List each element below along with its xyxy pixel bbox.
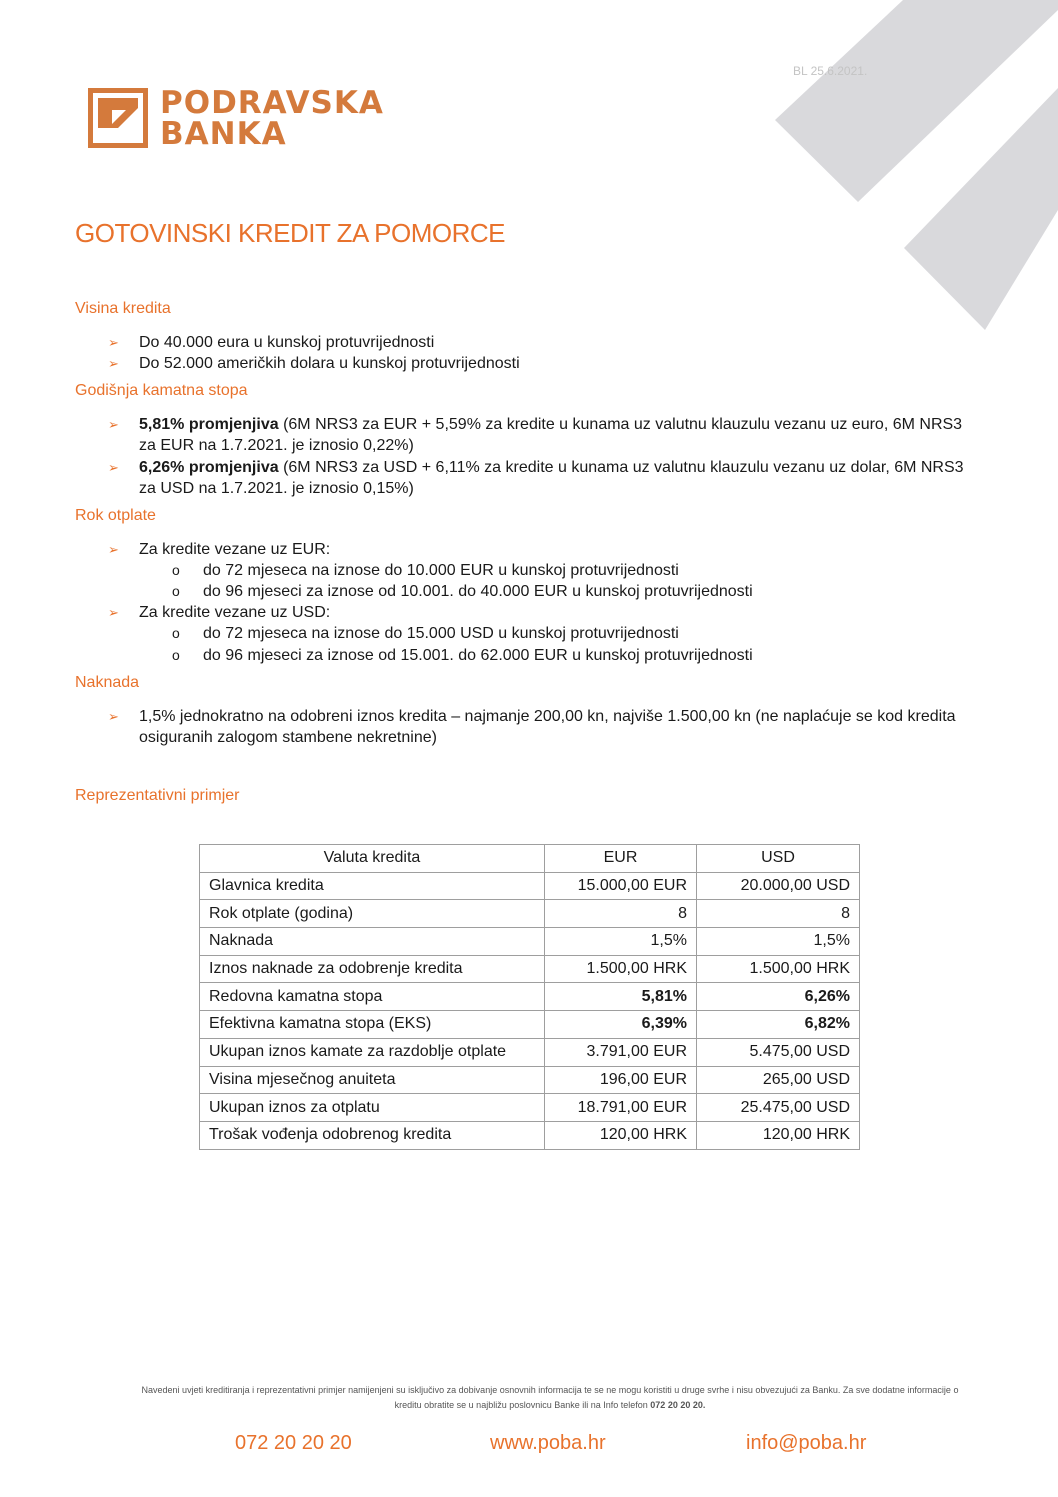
arrow-bullet-icon: ➢ — [108, 605, 119, 620]
heading-kamatna-stopa: Godišnja kamatna stopa — [75, 382, 248, 399]
date-stamp: BL 25.6.2021. — [793, 64, 868, 78]
page-title: GOTOVINSKI KREDIT ZA POMORCE — [75, 218, 506, 248]
contact-email-link[interactable]: info@poba.hr — [746, 1432, 867, 1454]
table-row: Trošak vođenja odobrenog kredita 120,00 HRK 120,00 HRK — [200, 1121, 860, 1149]
arrow-bullet-icon: ➢ — [108, 709, 119, 724]
table-row: Ukupan iznos kamate za razdoblje otplate 3.791,00 EUR 5.475,00 USD — [200, 1038, 860, 1066]
sub-list-item: o do 72 mjeseca na iznose do 10.000 EUR u kunskoj protuvrijednosti — [172, 562, 679, 579]
list-item: ➢ Do 52.000 američkih dolara u kunskoj protuvrijednosti — [108, 355, 520, 372]
contact-web-link[interactable]: www.poba.hr — [490, 1432, 606, 1454]
column-header: EUR — [545, 845, 697, 873]
podravska-banka-logo — [88, 85, 384, 152]
sub-list-item: o do 96 mjeseci za iznose od 15.001. do 62.000 EUR u kunskoj protuvrijednosti — [172, 647, 753, 664]
heading-reprezentativni-primjer: Reprezentativni primjer — [75, 787, 240, 804]
list-item: ➢ 6,26% promjenjiva (6M NRS3 za USD + 6,11% za kredite u kunama uz valutnu klauzulu vezanu uz dolar, 6M NRS3 za USD na 1.7.2021. je iznosio 0,15%) — [108, 459, 964, 497]
disclaimer-footnote: Navedeni uvjeti kreditiranja i reprezentativni primjer namijenjeni su isključivo za dobivanje osnovnih informacija te se ne mogu koristiti u druge svrhe i nisu obvezujući za Banku. Za sve dodatne informacije o kreditu obratite se u najbližu poslovnicu Banke ili na Info telefon 072 20 20 20. — [141, 1385, 959, 1410]
circle-bullet-icon: o — [172, 562, 180, 578]
table-row: Glavnica kredita 15.000,00 EUR 20.000,00 USD — [200, 872, 860, 900]
contact-phone-link[interactable]: 072 20 20 20 — [235, 1432, 352, 1454]
table-row: Iznos naknade za odobrenje kredita 1.500,00 HRK 1.500,00 HRK — [200, 955, 860, 983]
logo-line2: BANKA — [160, 116, 287, 152]
rate-eur: 5,81% promjenjiva — [139, 416, 279, 433]
table-row: Rok otplate (godina) 8 8 — [200, 900, 860, 928]
column-header: Valuta kredita — [200, 845, 545, 873]
arrow-bullet-icon: ➢ — [108, 460, 119, 475]
heading-rok-otplate: Rok otplate — [75, 507, 156, 524]
circle-bullet-icon: o — [172, 647, 180, 663]
circle-bullet-icon: o — [172, 583, 180, 599]
sub-list-item: o do 72 mjeseca na iznose do 15.000 USD u kunskoj protuvrijednosti — [172, 625, 679, 642]
heading-visina-kredita: Visina kredita — [75, 300, 171, 317]
arrow-bullet-icon: ➢ — [108, 417, 119, 432]
circle-bullet-icon: o — [172, 625, 180, 641]
arrow-bullet-icon: ➢ — [108, 335, 119, 350]
list-item: ➢ Za kredite vezane uz USD: — [108, 604, 331, 621]
rate-usd: 6,26% promjenjiva — [139, 459, 279, 476]
table-row: Redovna kamatna stopa 5,81% 6,26% — [200, 983, 860, 1011]
heading-naknada: Naknada — [75, 674, 140, 691]
decorative-stripes — [0, 0, 1058, 340]
table-row: Naknada 1,5% 1,5% — [200, 928, 860, 956]
list-item: ➢ 5,81% promjenjiva (6M NRS3 za EUR + 5,59% za kredite u kunama uz valutnu klauzulu vezanu uz euro, 6M NRS3 za EUR na 1.7.2021. je iznosio 0,22%) — [108, 416, 963, 454]
representative-example-table — [199, 844, 860, 1150]
list-item: ➢ Za kredite vezane uz EUR: — [108, 541, 331, 558]
footnote-phone: 072 20 20 20. — [650, 1400, 706, 1410]
logo-line1: PODRAVSKA — [160, 85, 384, 121]
sub-list-item: o do 96 mjeseci za iznose od 10.001. do 40.000 EUR u kunskoj protuvrijednosti — [172, 583, 753, 600]
table-row: Visina mjesečnog anuiteta 196,00 EUR 265,00 USD — [200, 1066, 860, 1094]
column-header: USD — [697, 845, 860, 873]
logo-mark-icon — [88, 88, 148, 148]
table-row: Efektivna kamatna stopa (EKS) 6,39% 6,82% — [200, 1011, 860, 1039]
table-header-row — [200, 845, 860, 873]
arrow-bullet-icon: ➢ — [108, 542, 119, 557]
arrow-bullet-icon: ➢ — [108, 356, 119, 371]
list-item: ➢ Do 40.000 eura u kunskoj protuvrijednosti — [108, 334, 435, 351]
list-item: ➢ 1,5% jednokratno na odobreni iznos kredita – najmanje 200,00 kn, najviše 1.500,00 kn (ne naplaćuje se kod kredita osiguranih zalogom stambene nekretnine) — [108, 708, 956, 746]
table-row: Ukupan iznos za otplatu 18.791,00 EUR 25.475,00 USD — [200, 1094, 860, 1122]
